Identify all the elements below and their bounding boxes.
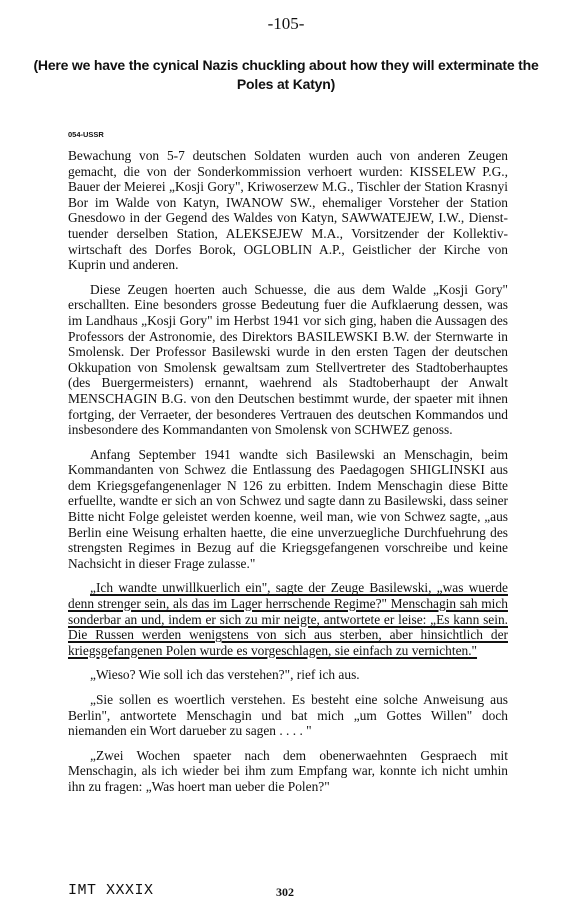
document-id: 054-USSR (68, 130, 104, 139)
footer-page-number: 302 (276, 885, 294, 899)
editorial-note: (Here we have the cynical Nazis chuckling about how they will exterminate the Poles at Katyn) (33, 57, 539, 92)
paragraph-2: Diese Zeugen hoerten auch Schuesse, die aus dem Walde „Kosji Gory" erschallten. Eine besonders grosse Bedeutung fuer die Aufklaerung dessen, was im Landhaus „Kosji Gory" im Herbst 1941 vor sich ging, haben die Aussagen des Professors der Astronomie, des Direktors BASILEWSKI B.W. der Sternwarte in Smolensk. Der Professor Basilewski wurde in den ersten Tagen der deutschen Okkupation von Smolensk gewaltsam zum Stellvertreter des Stadtoberhauptes (des Buergermeisters) ernannt, waehrend als Stadtoberhaupt der Anwalt MENSCHAGIN B.G. von den Deutschen bestimmt wurde, der spaeter mit ihnen fortging, der Verraeter, der besonderes Vertrauen des deutschen Kommandos und insbesondere des Kommandanten von Smolensk von SCHWEZ genoss. (68, 281, 508, 438)
page-number: -105- (267, 14, 305, 33)
paragraph-3: Anfang September 1941 wandte sich Basilewski an Menschagin, beim Kommandanten von Schwez die Entlassung des Paedagogen SHIGLINSKI aus dem Kriegsgefangenenlager N 126 zu erbitten. Indem Menschagin diese Bitte erfuellte, wandte er sich an von Schwez und sagte dann zu Basilewski, dass seiner Bitte nicht Folge geleistet werden koenne, weil man, wie von Schwez sagte, „aus Berlin eine Weisung erhalten haette, die eine unverzuegliche Durchfuehrung des strengsten Regimes in Bezug auf die Kriegsgefangenen vorschreibe und keine Nachsicht in dieser Frage zulasse." (68, 446, 508, 571)
paragraph-5: „Wieso? Wie soll ich das verstehen?", rief ich aus. (90, 667, 360, 683)
paragraph-4-underlined: „Ich wandte unwillkuerlich ein", sagte der Zeuge Basilewski, „was wuerde denn strenger sein, als das im Lager herrschende Regime?" Menschagin sah mich sonderbar an und, indem er sich zu mir neigte, antwortete er leise: „Es kann sein. Die Russen werden wenigstens von sich aus sterben, aber hinsichtlich der kriegsgefangenen Polen wurde es vorgeschlagen, sie einfach zu vernichten." (68, 580, 508, 658)
paragraph-6: „Sie sollen es woertlich verstehen. Es besteht eine solche Anweisung aus Berlin", antwortete Menschagin und bat mich „um Gottes Willen" doch niemanden ein Wort darueber zu sagen . . . . " (68, 692, 508, 739)
paragraph-1: Bewachung von 5-7 deutschen Soldaten wurden auch von anderen Zeugen gemacht, die von der Sonderkommission verhoert wurden: KISSELEW P.G., Bauer der Meierei „Kosji Gory", Kriwoserzew M.G., Tischler der Station Krasnyi Bor im Walde von Katyn, IWANOW SW., ehemaliger Vorsteher der Station Gnesdowo in der Gegend des Waldes von Katyn, SAWWATEJEW, I.W., Diensttuender derselben Station, ALEKSEJEW M.A., Vorsitzender der Kollektivwirtschaft des Dorfes Borok, OGLOBLIN A.P., Geistlicher der Kirche von Kuprin und anderen. (68, 148, 508, 273)
paragraph-7: „Zwei Wochen spaeter nach dem obenerwaehnten Gespraech mit Menschagin, als ich wieder bei ihm zum Empfang war, konnte ich nicht umhin ihn zu fragen: „Was hoert man ueber die Polen?" (68, 747, 508, 794)
footer-series: IMT XXXIX (68, 882, 154, 899)
body-text (68, 148, 508, 804)
